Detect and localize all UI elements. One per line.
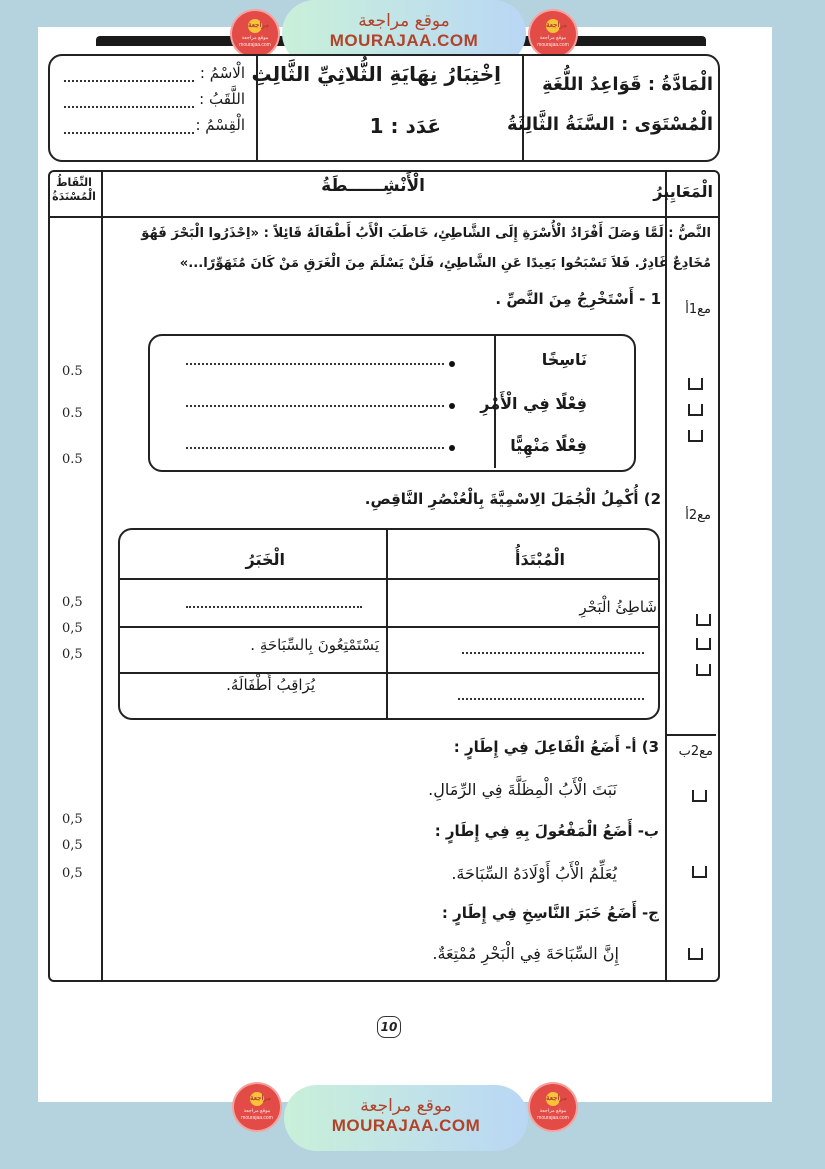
site-logo-icon bbox=[232, 11, 278, 57]
logo-caption: موقع مراجعة bbox=[243, 1108, 271, 1114]
banner-site-en[interactable]: MOURAJAA.COM bbox=[329, 31, 479, 50]
grid-line bbox=[48, 216, 718, 218]
header-divider bbox=[522, 56, 524, 160]
q2-col-divider bbox=[386, 530, 388, 718]
q1-checkbox[interactable] bbox=[688, 378, 703, 390]
q3-criterion: مع2ب bbox=[678, 744, 713, 759]
page-number: 10 bbox=[377, 1016, 401, 1038]
section-field[interactable] bbox=[64, 132, 194, 134]
q2-predicate: يَسْتَمْتِعُونَ بِالسِّبَاحَةِ . bbox=[250, 636, 379, 654]
banner-site-ar[interactable]: موقع مراجعة bbox=[358, 11, 450, 31]
grid-line bbox=[665, 170, 667, 980]
q1-points: 0.5 bbox=[62, 406, 83, 421]
logo-caption: mourajaa.com bbox=[239, 42, 271, 48]
q2-checkbox[interactable] bbox=[696, 638, 711, 650]
banner-site-ar[interactable]: موقع مراجعة bbox=[360, 1096, 452, 1116]
q2-points: 0,5 bbox=[62, 647, 83, 662]
q2-points: 0,5 bbox=[62, 621, 83, 636]
q2-row-line bbox=[120, 578, 658, 580]
q3a-sentence: نَبَتَ الْأَبُ الْمِظَلَّةَ فِي الرِّمَالِ. bbox=[428, 780, 617, 799]
q1-answer-line[interactable] bbox=[186, 405, 444, 407]
q3-points: 0,5 bbox=[62, 838, 83, 853]
logo-caption: mourajaa.com bbox=[241, 1115, 273, 1121]
q2-points: 0,5 bbox=[62, 595, 83, 610]
q1-answer-line[interactable] bbox=[186, 363, 444, 365]
logo-core: مراجعة bbox=[248, 19, 262, 33]
q2-checkbox[interactable] bbox=[696, 664, 711, 676]
q2-answer-line[interactable] bbox=[186, 606, 362, 608]
site-logo-icon bbox=[530, 1084, 576, 1130]
q2-col-predicate: الْخَبَرُ bbox=[245, 550, 285, 569]
exam-title: اِخْتِبَارُ نِهَايَةِ الثُّلاثِيِّ الثَّالِثِ bbox=[251, 62, 501, 86]
q3-checkbox[interactable] bbox=[692, 866, 707, 878]
q3c-prompt: ج- أَضَعُ خَبَرَ النَّاسِخِ فِي إِطَارٍ : bbox=[441, 904, 659, 922]
passage-line: النَّصُّ : لَمَّا وَصَلَ أَفْرَادُ الْأُسْرَةِ إِلَى الشَّاطِئِ، خَاطَبَ الْأَبُ أَطْفَالَهُ قَائِلاً : «اِحْذَرُوا الْبَحْرَ فَهُوَ bbox=[141, 226, 711, 241]
q2-answer-line[interactable] bbox=[462, 652, 644, 654]
q3-checkbox[interactable] bbox=[688, 948, 703, 960]
bullet-icon bbox=[449, 361, 455, 367]
q3-checkbox[interactable] bbox=[692, 790, 707, 802]
q1-checkbox[interactable] bbox=[688, 404, 703, 416]
activities-header: الْأَنْشِــــــطَةُ bbox=[321, 176, 425, 196]
q1-criterion: مع1أ bbox=[685, 302, 711, 317]
q1-row-label: فِعْلًا فِي الْأَمْرِ bbox=[480, 394, 587, 413]
bullet-icon bbox=[449, 445, 455, 451]
surname-field[interactable] bbox=[64, 106, 194, 108]
grid-line bbox=[665, 734, 716, 736]
q3b-sentence: يُعَلِّمُ الْأَبُ أَوْلَادَهُ السِّبَاحَةَ. bbox=[451, 864, 617, 883]
logo-caption: mourajaa.com bbox=[537, 42, 569, 48]
logo-caption: mourajaa.com bbox=[537, 1115, 569, 1121]
q3-points: 0,5 bbox=[62, 866, 83, 881]
logo-caption: موقع مراجعة bbox=[539, 1108, 567, 1114]
q2-prompt: 2) أُكْمِلُ الْجُمَلَ الِاسْمِيَّةَ بِالْعُنْصُرِ النَّاقِصِ. bbox=[364, 490, 661, 508]
q1-checkbox[interactable] bbox=[688, 430, 703, 442]
subject-label: الْمَادَّةُ : قَوَاعِدُ اللُّغَةِ bbox=[542, 74, 713, 95]
logo-core: مراجعة bbox=[250, 1092, 264, 1106]
name-field[interactable] bbox=[64, 80, 194, 82]
q2-answer-line[interactable] bbox=[458, 698, 644, 700]
q3b-prompt: ب- أَضَعُ الْمَفْعُولَ بِهِ فِي إِطَارٍ : bbox=[434, 822, 659, 840]
criteria-header: الْمَعَايِيرُ bbox=[653, 182, 713, 201]
points-header: النِّقَاطُ الْمُسْنَدَةُ bbox=[52, 176, 96, 203]
passage-line: مُخَادِعٌ غَادِرٌ. فَلاَ تَسْبَحُوا بَعِيدًا عَنِ الشَّاطِئِ، فَلَنْ يَسْلَمَ مِنَ الْغَرَقِ مَنْ كَانَ مُتَهَوِّرًا...» bbox=[179, 256, 711, 271]
exam-number: عَدَد : 1 bbox=[369, 114, 441, 138]
logo-core: مراجعة bbox=[546, 1092, 560, 1106]
q2-row-line bbox=[120, 626, 658, 628]
q3a-prompt: 3) أ- أَضَعُ الْفَاعِلَ فِي إِطَارٍ : bbox=[453, 738, 659, 756]
q1-points: 0.5 bbox=[62, 452, 83, 467]
q2-col-subject: الْمُبْتَدَأُ bbox=[514, 550, 565, 569]
q1-row-label: فِعْلًا مَنْهِيًّا bbox=[510, 436, 587, 455]
q2-predicate: يُرَاقِبُ أَطْفَالَهُ. bbox=[226, 676, 315, 694]
q2-checkbox[interactable] bbox=[696, 614, 711, 626]
surname-label: اللَّقَبُ : bbox=[199, 90, 245, 108]
site-logo-icon bbox=[234, 1084, 280, 1130]
q3c-sentence: إِنَّ السِّبَاحَةَ فِي الْبَحْرِ مُمْتِعَةٌ. bbox=[432, 944, 619, 963]
q1-row-label: نَاسِخًا bbox=[541, 350, 587, 369]
q1-prompt: 1 - أَسْتَخْرِجُ مِنَ النَّصِّ . bbox=[495, 290, 661, 308]
q1-points: 0.5 bbox=[62, 364, 83, 379]
q3-points: 0,5 bbox=[62, 812, 83, 827]
banner-site-en[interactable]: MOURAJAA.COM bbox=[331, 1116, 481, 1135]
site-banner-bottom[interactable] bbox=[284, 1085, 528, 1151]
name-label: الْاسْمُ : bbox=[199, 64, 245, 82]
logo-caption: موقع مراجعة bbox=[539, 35, 567, 41]
q2-row-line bbox=[120, 672, 658, 674]
grid-line bbox=[101, 170, 103, 980]
q2-subject: شَاطِئُ الْبَحْرِ bbox=[579, 598, 657, 616]
site-logo-icon bbox=[530, 11, 576, 57]
level-label: الْمُسْتَوَى : السَّنَةُ الثَّالِثَةُ bbox=[506, 114, 713, 135]
section-label: الْقِسْمُ : bbox=[195, 116, 245, 134]
bullet-icon bbox=[449, 403, 455, 409]
logo-caption: موقع مراجعة bbox=[241, 35, 269, 41]
q2-criterion: مع2أ bbox=[685, 508, 711, 523]
q2-table bbox=[118, 528, 660, 720]
q1-answer-line[interactable] bbox=[186, 447, 444, 449]
logo-core: مراجعة bbox=[546, 19, 560, 33]
